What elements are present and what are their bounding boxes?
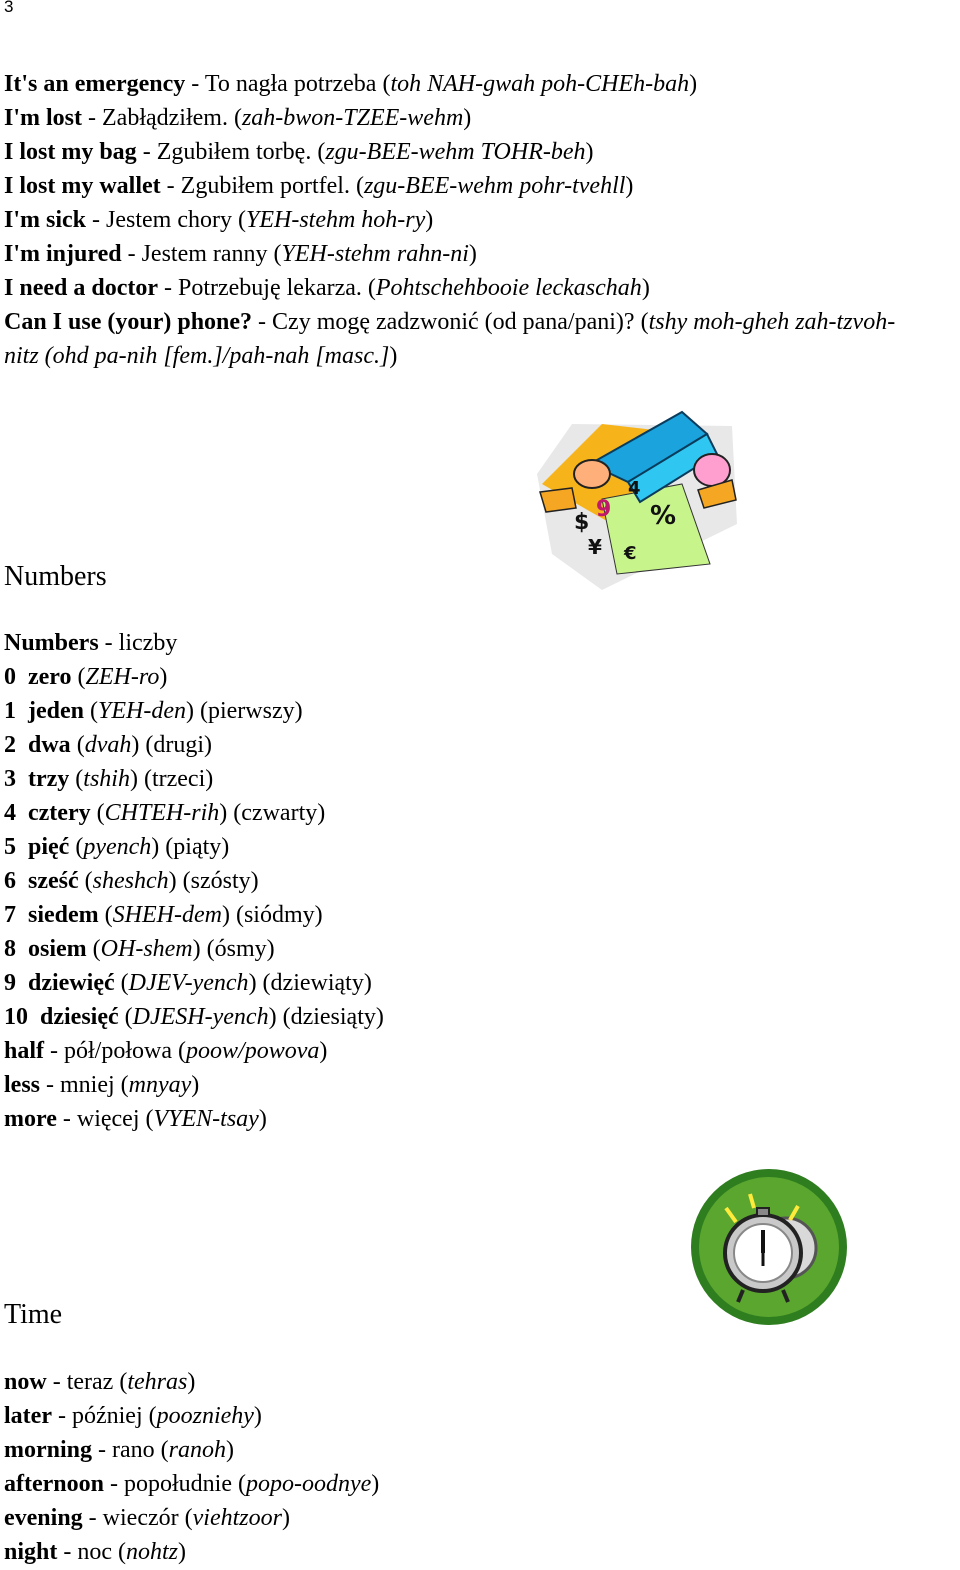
number-digit: 10: [4, 1004, 28, 1030]
phrase-lost-bag: [4, 135, 594, 169]
number-pronunciation: SHEH-dem: [112, 902, 222, 928]
time-polish: teraz: [66, 1369, 120, 1395]
number-ordinal: czwarty: [241, 800, 318, 826]
phrase-phone: [4, 305, 895, 339]
number-pronunciation: ZEH-ro: [85, 664, 160, 690]
phrase-pronunciation: nitz (ohd pa-nih [fem.]/pah-nah [masc.]: [4, 343, 390, 369]
phrase-pronunciation: toh NAH-gwah poh-CHEh-bah: [390, 71, 690, 97]
extra-english: half: [4, 1038, 45, 1064]
number-ordinal: szósty: [190, 868, 251, 894]
paren-open: (: [317, 139, 326, 165]
number-pronunciation: OH-shem: [100, 936, 193, 962]
number-row: 7 siedem (SHEH-dem) (siódmy): [4, 902, 323, 928]
number-row: 0 zero (ZEH-ro): [4, 664, 168, 690]
time-english: later: [4, 1403, 52, 1429]
number-extra-row: more - więcej (VYEN-tsay): [4, 1106, 267, 1132]
phrase-english: I lost my wallet: [4, 173, 161, 199]
number-ordinal: dziesiąty: [290, 1004, 376, 1030]
separator: -: [44, 1038, 65, 1064]
number-pronunciation: DJEV-yench: [128, 970, 249, 996]
phrase-emergency: [4, 67, 697, 101]
number-pronunciation: DJESH-yench: [132, 1004, 269, 1030]
separator: -: [46, 1369, 67, 1395]
paren-close: ): [585, 139, 594, 165]
number-word: dziewięć: [28, 970, 115, 996]
phrase-doctor: [4, 271, 650, 305]
separator: -: [57, 1539, 78, 1565]
number-digit: 9: [4, 970, 16, 996]
separator: -: [160, 173, 181, 199]
paren-open: (: [640, 309, 649, 335]
four-glyph: 4: [628, 478, 641, 499]
phrase-pronunciation: YEH-stehm hoh-ry: [245, 207, 426, 233]
extra-pronunciation: poow/powova: [186, 1038, 320, 1064]
separator: -: [157, 275, 178, 301]
separator: -: [121, 241, 142, 267]
phrase-pronunciation: zgu-BEE-wehm TOHR-beh: [325, 139, 586, 165]
phrase-injured: [4, 237, 477, 271]
separator: -: [92, 1437, 113, 1463]
number-ordinal: dziewiąty: [270, 970, 364, 996]
space: [16, 698, 28, 724]
paren-open: (: [367, 275, 376, 301]
time-pronunciation: poozniehy: [156, 1403, 254, 1429]
number-digit: 4: [4, 800, 16, 826]
separator: -: [86, 207, 107, 233]
phrase-polish: Czy mogę zadzwonić (od pana/pani)?: [272, 309, 641, 335]
number-ordinal: ósmy: [214, 936, 267, 962]
extra-polish: pół/połowa: [64, 1038, 179, 1064]
extra-polish: mniej: [60, 1072, 121, 1098]
phrase-polish: Zgubiłem torbę.: [156, 139, 318, 165]
number-row: 3 trzy (tshih) (trzeci): [4, 766, 214, 792]
phrase-polish: Potrzebuję lekarza.: [177, 275, 368, 301]
space: [16, 834, 28, 860]
number-pronunciation: sheshch: [92, 868, 169, 894]
time-pronunciation: popo-oodnye: [245, 1471, 372, 1497]
number-word: cztery: [28, 800, 91, 826]
time-row: afternoon - popołudnie (popo-oodnye): [4, 1471, 380, 1497]
phrase-lost: [4, 101, 471, 135]
number-pronunciation: pyench: [83, 834, 152, 860]
phrase-pronunciation: YEH-stehm rahn-ni: [281, 241, 469, 267]
space: [16, 732, 28, 758]
number-word: trzy: [28, 766, 70, 792]
phrase-english: I'm sick: [4, 207, 87, 233]
space: [16, 970, 28, 996]
number-digit: 0: [4, 664, 16, 690]
number-pronunciation: YEH-den: [98, 698, 186, 724]
number-word: sześć: [28, 868, 79, 894]
phrase-english: Can I use (your) phone?: [4, 309, 253, 335]
number-ordinal: pierwszy: [207, 698, 295, 724]
number-row: 5 pięć (pyench) (piąty): [4, 834, 230, 860]
phrase-english: I need a doctor: [4, 275, 158, 301]
number-digit: 5: [4, 834, 16, 860]
separator: -: [40, 1072, 60, 1098]
space: [16, 766, 28, 792]
time-row: evening - wieczór (viehtzoor): [4, 1505, 290, 1531]
time-english: evening: [4, 1505, 83, 1531]
clock-clipart: [688, 1168, 850, 1330]
money-clipart: [532, 404, 742, 590]
separator: -: [252, 309, 273, 335]
space: [16, 664, 28, 690]
time-row: later - później (poozniehy): [4, 1403, 262, 1429]
number-row: 9 dziewięć (DJEV-yench) (dziewiąty): [4, 970, 372, 996]
paren-close: ): [468, 241, 477, 267]
paren-close: ): [689, 71, 698, 97]
phrase-polish: Jestem chory: [106, 207, 238, 233]
phrase-english: I'm injured: [4, 241, 122, 267]
phrase-pronunciation: zgu-BEE-wehm pohr-tvehll: [363, 173, 626, 199]
number-word: siedem: [28, 902, 99, 928]
time-pronunciation: nohtz: [126, 1539, 179, 1565]
time-polish: rano: [112, 1437, 161, 1463]
space: [16, 800, 28, 826]
phrase-polish: Zabłądziłem.: [102, 105, 234, 131]
number-ordinal: trzeci: [151, 766, 206, 792]
time-polish: wieczór: [102, 1505, 185, 1531]
number-extra-row: less - mniej (mnyay): [4, 1072, 200, 1098]
paren-close: ): [463, 105, 472, 131]
number-word: jeden: [28, 698, 84, 724]
number-row: 2 dwa (dvah) (drugi): [4, 732, 212, 758]
number-digit: 1: [4, 698, 16, 724]
left-hand-icon: [574, 460, 610, 488]
paren-open: (: [237, 207, 246, 233]
time-english: afternoon: [4, 1471, 104, 1497]
time-row: now - teraz (tehras): [4, 1369, 196, 1395]
paren-open: (: [273, 241, 282, 267]
number-word: dziesięć: [40, 1004, 119, 1030]
space: [16, 868, 28, 894]
paren-close: ): [389, 343, 398, 369]
separator: -: [185, 71, 205, 97]
phrase-polish: Jestem ranny: [141, 241, 274, 267]
separator: -: [82, 105, 102, 131]
phrase-pronunciation: Pohtschehbooie leckaschah: [375, 275, 642, 301]
time-pronunciation: ranoh: [168, 1437, 227, 1463]
number-digit: 7: [4, 902, 16, 928]
number-word: osiem: [28, 936, 87, 962]
time-english: night: [4, 1539, 58, 1565]
paren-close: ): [625, 173, 634, 199]
number-row: 4 cztery (CHTEH-rih) (czwarty): [4, 800, 326, 826]
phrase-english: I lost my bag: [4, 139, 137, 165]
number-word: dwa: [28, 732, 71, 758]
time-english: now: [4, 1369, 47, 1395]
number-pronunciation: CHTEH-rih: [104, 800, 220, 826]
time-english: morning: [4, 1437, 93, 1463]
separator: -: [51, 1403, 72, 1429]
number-ordinal: piąty: [173, 834, 222, 860]
number-row: 1 jeden (YEH-den) (pierwszy): [4, 698, 303, 724]
phrase-lost-wallet: [4, 169, 633, 203]
time-row: morning - rano (ranoh): [4, 1437, 235, 1463]
extra-english: more: [4, 1106, 57, 1132]
phrase-pronunciation: zah-bwon-TZEE-wehm: [241, 105, 464, 131]
extra-pronunciation: VYEN-tsay: [153, 1106, 259, 1132]
number-row: 8 osiem (OH-shem) (ósmy): [4, 936, 275, 962]
euro-glyph: €: [624, 543, 637, 564]
separator: -: [103, 1471, 124, 1497]
yen-glyph: ¥: [588, 535, 602, 559]
number-digit: 3: [4, 766, 16, 792]
number-word: zero: [28, 664, 72, 690]
number-pronunciation: dvah: [84, 732, 132, 758]
extra-pronunciation: mnyay: [128, 1072, 192, 1098]
number-digit: 6: [4, 868, 16, 894]
number-row: 6 sześć (sheshch) (szósty): [4, 868, 259, 894]
number-ordinal: siódmy: [243, 902, 315, 928]
space: [28, 1004, 40, 1030]
time-pronunciation: tehras: [127, 1369, 188, 1395]
number-row: 10 dziesięć (DJESH-yench) (dziesiąty): [4, 1004, 384, 1030]
phrase-english: I'm lost: [4, 105, 82, 131]
phrase-phone-continued: [4, 339, 397, 373]
time-polish: noc: [77, 1539, 119, 1565]
paren-close: ): [641, 275, 650, 301]
separator: -: [82, 1505, 103, 1531]
paren-open: (: [355, 173, 364, 199]
numbers-heading: Numbers: [4, 561, 107, 592]
extra-english: less: [4, 1072, 40, 1098]
separator: -: [56, 1106, 77, 1132]
paren-close: ): [425, 207, 434, 233]
space: [16, 936, 28, 962]
right-hand-icon: [694, 454, 730, 486]
numbers-intro: [4, 626, 177, 660]
number-word: pięć: [28, 834, 70, 860]
phrase-sick: [4, 203, 433, 237]
time-polish: popołudnie: [123, 1471, 238, 1497]
phrase-pronunciation: tshy moh-gheh zah-tzvoh-: [648, 309, 896, 335]
phrase-polish: To nagła potrzeba: [204, 71, 383, 97]
extra-polish: więcej: [76, 1106, 146, 1132]
paren-open: (: [382, 71, 391, 97]
number-ordinal: drugi: [153, 732, 204, 758]
paren-open: (: [233, 105, 242, 131]
time-heading: Time: [4, 1299, 63, 1330]
phrase-english: It's an emergency: [4, 71, 186, 97]
intro-english: Numbers: [4, 630, 99, 656]
number-pronunciation: tshih: [83, 766, 130, 792]
number-digit: 2: [4, 732, 16, 758]
nine-glyph: 9: [596, 497, 612, 522]
time-polish: później: [71, 1403, 149, 1429]
phrase-polish: Zgubiłem portfel.: [180, 173, 356, 199]
space: [16, 902, 28, 928]
percent-glyph: %: [650, 501, 677, 531]
number-digit: 8: [4, 936, 16, 962]
intro-polish: liczby: [118, 630, 178, 656]
separator: -: [136, 139, 157, 165]
number-extra-row: half - pół/połowa (poow/powova): [4, 1038, 328, 1064]
page-number: 3: [4, 0, 14, 16]
time-row: night - noc (nohtz): [4, 1539, 187, 1565]
time-pronunciation: viehtzoor: [192, 1505, 282, 1531]
dollar-glyph: $: [574, 510, 590, 535]
separator: -: [98, 630, 119, 656]
